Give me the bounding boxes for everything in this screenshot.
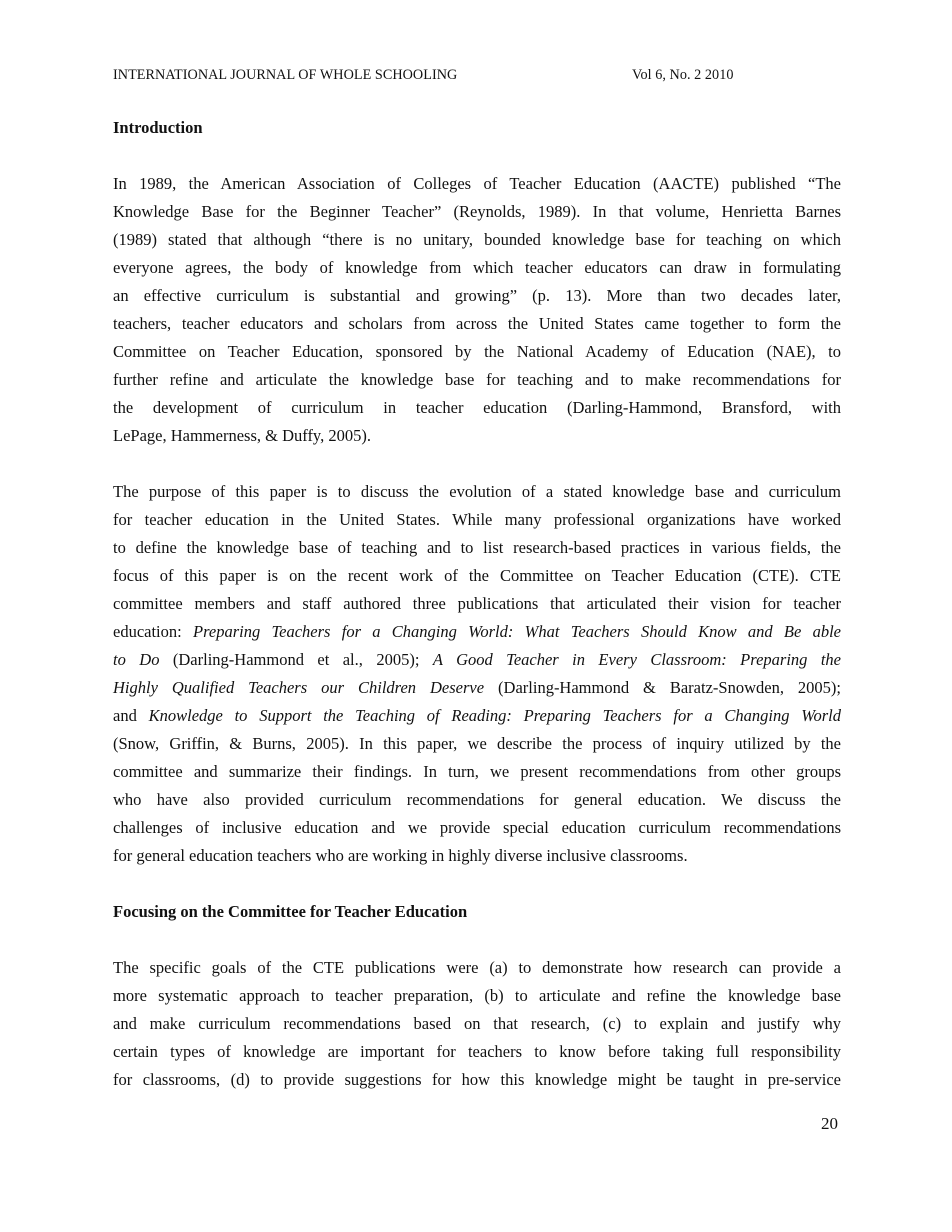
text-run: certain types of knowledge are important for teachers to know before taking full responsibility xyxy=(113,1042,841,1061)
text-run: for classrooms, (d) to provide suggestions for how this knowledge might be taught in pre-service xyxy=(113,1070,841,1089)
text-line xyxy=(113,702,841,730)
section-heading-committee: Focusing on the Committee for Teacher Education xyxy=(113,902,468,921)
text-run: In 1989, the American Association of Colleges of Teacher Education (AACTE) published “The xyxy=(113,174,841,193)
text-line xyxy=(113,758,841,786)
text-run: committee members and staff authored three publications that articulated their vision for teacher xyxy=(113,594,841,613)
text-line xyxy=(113,786,841,814)
text-line xyxy=(113,842,841,870)
text-run: (1989) stated that although “there is no unitary, bounded knowledge base for teaching on which xyxy=(113,230,841,249)
running-head-journal: INTERNATIONAL JOURNAL OF WHOLE SCHOOLING xyxy=(113,67,458,83)
italic-title: Preparing Teachers for a Changing World: What Teachers Should Know and Be able xyxy=(193,622,841,641)
text-line xyxy=(113,282,841,310)
text-line xyxy=(113,1066,841,1094)
text-line xyxy=(113,1010,841,1038)
section-heading-introduction: Introduction xyxy=(113,118,203,137)
text-line xyxy=(113,1038,841,1066)
text-run: for teacher education in the United States. While many professional organizations have worked xyxy=(113,510,841,529)
text-run: to define the knowledge base of teaching and to list research-based practices in various fields, the xyxy=(113,538,841,557)
text-line xyxy=(113,534,841,562)
running-head-volume: Vol 6, No. 2 2010 xyxy=(632,67,734,83)
text-line xyxy=(113,394,841,422)
text-line xyxy=(113,226,841,254)
text-line xyxy=(113,814,841,842)
italic-title: Knowledge to Support the Teaching of Reading: Preparing Teachers for a Changing World xyxy=(148,706,841,725)
page-number: 20 xyxy=(821,1114,838,1133)
text-run: (Darling-Hammond et al., 2005); xyxy=(159,650,433,669)
text-line xyxy=(113,170,841,198)
text-run: for general education teachers who are working in highly diverse inclusive classrooms. xyxy=(113,846,688,865)
text-run: everyone agrees, the body of knowledge from which teacher educators can draw in formulating xyxy=(113,258,841,277)
text-line xyxy=(113,198,841,226)
text-line xyxy=(113,590,841,618)
text-run: more systematic approach to teacher preparation, (b) to articulate and refine the knowledge base xyxy=(113,986,841,1005)
text-line xyxy=(113,506,841,534)
text-run: and xyxy=(113,706,149,725)
text-run: the development of curriculum in teacher education (Darling-Hammond, Bransford, with xyxy=(113,398,841,417)
paragraph xyxy=(113,478,841,870)
italic-title: to Do xyxy=(113,650,160,669)
text-line xyxy=(113,310,841,338)
text-line xyxy=(113,338,841,366)
text-line xyxy=(113,366,841,394)
text-run: The purpose of this paper is to discuss the evolution of a stated knowledge base and curriculum xyxy=(113,482,841,501)
text-run: focus of this paper is on the recent work of the Committee on Teacher Education (CTE). CTE xyxy=(113,566,841,585)
text-run: an effective curriculum is substantial and growing” (p. 13). More than two decades later, xyxy=(113,286,841,305)
paragraph xyxy=(113,170,841,450)
text-line xyxy=(113,562,841,590)
text-line xyxy=(113,478,841,506)
text-run: (Darling-Hammond & Baratz-Snowden, 2005); xyxy=(484,678,841,697)
text-run: The specific goals of the CTE publications were (a) to demonstrate how research can provide a xyxy=(113,958,841,977)
text-run: challenges of inclusive education and we provide special education curriculum recommendations xyxy=(113,818,841,837)
text-line xyxy=(113,730,841,758)
text-line xyxy=(113,254,841,282)
italic-title: Highly Qualified Teachers our Children Deserve xyxy=(113,678,485,697)
italic-title: A Good Teacher in Every Classroom: Preparing the xyxy=(432,650,841,669)
text-run: who have also provided curriculum recommendations for general education. We discuss the xyxy=(113,790,841,809)
paragraph xyxy=(113,954,841,1094)
text-run: Knowledge Base for the Beginner Teacher” (Reynolds, 1989). In that volume, Henrietta Barnes xyxy=(113,202,841,221)
text-line xyxy=(113,982,841,1010)
text-line xyxy=(113,954,841,982)
text-run: education: xyxy=(113,622,193,641)
text-run: teachers, teacher educators and scholars from across the United States came together to form the xyxy=(113,314,841,333)
text-run: committee and summarize their findings. In turn, we present recommendations from other groups xyxy=(113,762,841,781)
text-run: LePage, Hammerness, & Duffy, 2005). xyxy=(113,426,371,445)
text-line xyxy=(113,646,841,674)
text-run: further refine and articulate the knowledge base for teaching and to make recommendations for xyxy=(113,370,841,389)
text-line xyxy=(113,422,841,450)
text-line xyxy=(113,618,841,646)
text-line xyxy=(113,674,841,702)
text-run: Committee on Teacher Education, sponsored by the National Academy of Education (NAE), to xyxy=(113,342,841,361)
text-run: (Snow, Griffin, & Burns, 2005). In this paper, we describe the process of inquiry utilized by the xyxy=(113,734,841,753)
text-run: and make curriculum recommendations based on that research, (c) to explain and justify why xyxy=(113,1014,841,1033)
